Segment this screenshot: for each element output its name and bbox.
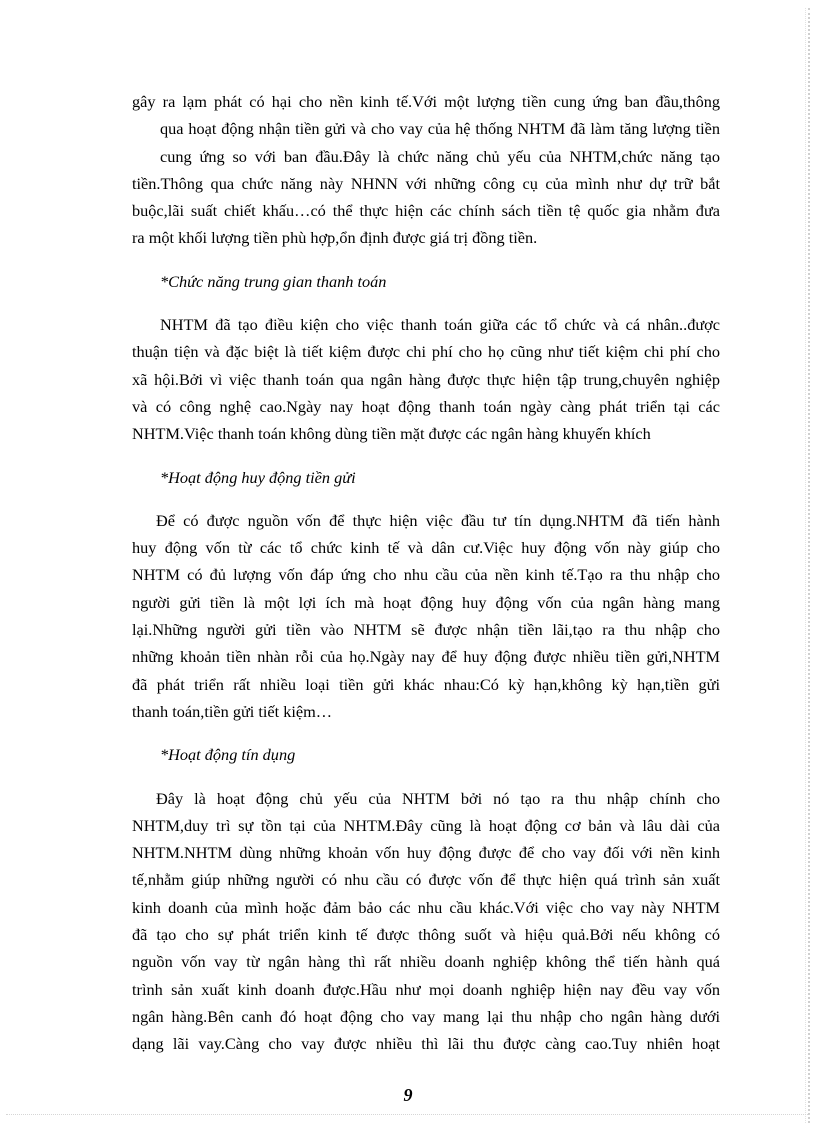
page-border-right-inner — [805, 8, 806, 1123]
text-line: Đây là hoạt động chủ yếu của NHTM bởi nó tạo ra thu nhập chính cho — [156, 788, 720, 808]
document-body — [132, 88, 720, 1058]
text-line: ra một khối lượng tiền phù hợp,ổn định được giá trị đồng tiền. — [132, 228, 538, 248]
text-line: NHTM đã tạo điều kiện cho việc thanh toán giữa các tổ chức và cá nhân..được — [160, 315, 720, 335]
section-heading-payment-intermediary: *Chức năng trung gian thanh toán — [160, 271, 387, 291]
text-line: qua hoạt động nhận tiền gửi và cho vay của hệ thống NHTM đã làm tăng lượng tiền — [160, 119, 720, 139]
text-line: Để có được nguồn vốn để thực hiện việc đầu tư tín dụng.NHTM đã tiến hành — [156, 510, 720, 530]
section-heading-credit-activity: *Hoạt động tín dụng — [160, 745, 296, 765]
text-line: trình sản xuất kinh doanh được.Hầu như mọi doanh nghiệp hiện nay đều vay vốn — [132, 979, 720, 999]
text-line: cung ứng so với ban đầu.Đây là chức năng chủ yếu của NHTM,chức năng tạo — [160, 146, 720, 166]
text-line: thuận tiện và đặc biệt là tiết kiệm được chi phí cho họ cũng như tiết kiệm chi phí cho — [132, 342, 720, 362]
text-line: NHTM,duy trì sự tồn tại của NHTM.Đây cũng là hoạt động cơ bản và lâu dài của — [132, 815, 720, 835]
text-line: kinh doanh của mình hoặc đảm bảo các nhu cầu khác.Với việc cho vay này NHTM — [132, 897, 720, 917]
text-line: ngân hàng.Bên canh đó hoạt động cho vay mang lại thu nhập cho ngân hàng dưới — [132, 1006, 720, 1026]
text-line: lại.Những người gửi tiền vào NHTM sẽ được nhận tiền lãi,tạo ra thu nhập cho — [132, 620, 720, 640]
page-number: 9 — [403, 1085, 413, 1105]
text-line: huy động vốn từ các tổ chức kinh tế và dân cư.Việc huy động vốn này giúp cho — [132, 538, 720, 558]
text-line: những khoản tiền nhàn rỗi của họ.Ngày nay để huy động được nhiều tiền gửi,NHTM — [132, 647, 720, 667]
paragraph-deposit-mobilization — [132, 507, 720, 725]
text-line: tiền.Thông qua chức năng này NHNN với những công cụ của mình như dự trữ bắt — [132, 173, 720, 193]
paragraph-credit-activity — [132, 785, 720, 1058]
text-line: buộc,lãi suất chiết khấu…có thể thực hiện các chính sách tiền tệ quốc gia nhằm đưa — [132, 201, 720, 221]
text-line: nguồn vốn vay từ ngân hàng thì rất nhiều doanh nghiệp không thể tiến hành quá — [132, 952, 720, 972]
section-heading-deposit-mobilization: *Hoạt động huy động tiền gửi — [160, 467, 356, 487]
text-line: thanh toán,tiền gửi tiết kiệm… — [132, 701, 333, 721]
text-line: NHTM.Việc thanh toán không dùng tiền mặt được các ngân hàng khuyến khích — [132, 424, 651, 444]
text-line: tế,nhằm giúp những người có nhu cầu có được vốn để thực hiện quá trình sản xuất — [132, 870, 720, 890]
text-line: NHTM có đủ lượng vốn đáp ứng cho nhu cầu của nền kinh tế.Tạo ra thu nhập cho — [132, 565, 720, 585]
page-border-right — [808, 8, 810, 1123]
paragraph-money-creation — [132, 88, 720, 252]
paragraph-payment-intermediary — [132, 311, 720, 447]
text-line: đã tạo cho sự phát triển kinh tế được thông suốt và hiệu quả.Bởi nếu không có — [132, 925, 720, 945]
text-line: dạng lãi vay.Càng cho vay được nhiều thì lãi thu được càng cao.Tuy nhiên hoạt — [132, 1034, 720, 1054]
text-line: người gửi tiền là một lợi ích mà hoạt động huy động vốn của ngân hàng mang — [132, 592, 720, 612]
text-line: gây ra lạm phát có hại cho nền kinh tế.Với một lượng tiền cung ứng ban đầu,thông — [132, 92, 720, 111]
page-border-bottom — [6, 1114, 810, 1115]
text-line: và có công nghệ cao.Ngày nay hoạt động thanh toán ngày càng phát triển tại các — [132, 396, 720, 416]
text-line: đã phát triển rất nhiều loại tiền gửi khác nhau:Có kỳ hạn,không kỳ hạn,tiền gửi — [132, 674, 720, 694]
text-line: NHTM.NHTM dùng những khoản vốn huy động được để cho vay đối với nền kinh — [132, 843, 720, 863]
text-line: xã hội.Bởi vì việc thanh toán qua ngân hàng được thực hiện tập trung,chuyên nghiệp — [132, 369, 720, 389]
